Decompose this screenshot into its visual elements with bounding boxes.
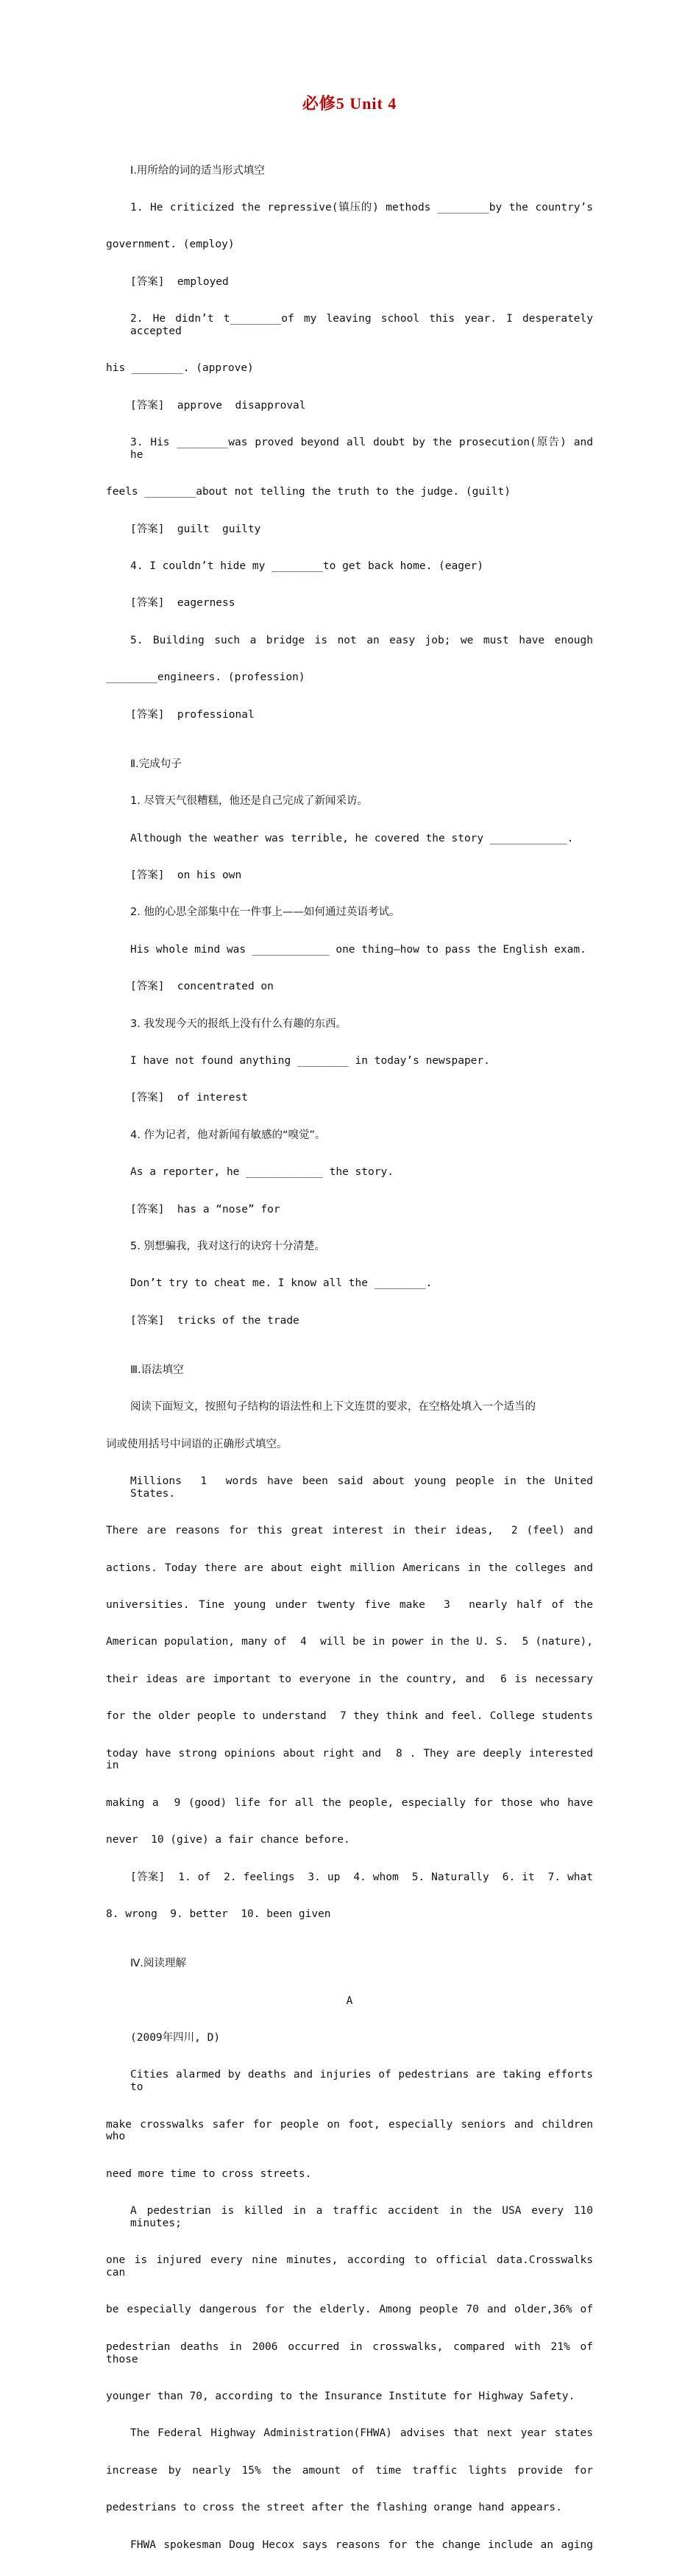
passage-line: A pedestrian is killed in a traffic accident in the USA every 110 minutes;	[130, 2205, 600, 2229]
passage-label: A	[346, 1994, 353, 2007]
passage-line: their ideas are important to everyone in the country, and 6 is necessary	[106, 1673, 593, 1685]
question-text: 4. I couldn’t hide my ________to get back home. (eager)	[130, 560, 484, 573]
passage-line: need more time to cross streets.	[106, 2167, 312, 2180]
page-title: 必修5 Unit 4	[302, 94, 397, 113]
instruction-text: 词或使用括号中词语的正确形式填空。	[106, 1438, 288, 1450]
answer-text: [答案] employed	[130, 275, 229, 288]
answer-text: [答案] has a “nose” for	[130, 1203, 280, 1215]
passage-line: increase by nearly 15% the amount of time traffic lights provide for	[106, 2464, 593, 2477]
question-text: 3. His ________was proved beyond all doubt by the prosecution(原告) and he	[130, 437, 600, 461]
passage-line: for the older people to understand 7 they think and feel. College students	[106, 1710, 593, 1723]
passage-line: American population, many of 4 will be in power in the U. S. 5 (nature),	[106, 1636, 593, 1648]
answer-text: [答案] on his own	[130, 869, 242, 882]
passage-line: be especially dangerous for the elderly. Among people 70 and older,36% of	[106, 2304, 593, 2316]
sentence-english: His whole mind was ____________ one thing—how to pass the English exam.	[130, 943, 586, 956]
sentence-chinese: 4. 作为记者，他对新闻有敏感的“嗅觉”。	[130, 1129, 326, 1141]
answer-text: [答案] concentrated on	[130, 981, 274, 993]
passage-line: today have strong opinions about right and 8 . They are deeply interested in	[106, 1747, 600, 1772]
question-text: feels ________about not telling the truth to the judge. (guilt)	[106, 486, 511, 498]
source-note: (2009年四川, D)	[130, 2031, 221, 2044]
sentence-chinese: 2. 他的心思全部集中在一件事上——如何通过英语考试。	[130, 906, 400, 919]
passage-line: make crosswalks safer for people on foot, especially seniors and children who	[106, 2118, 600, 2143]
answer-text: [答案] approve disapproval	[130, 399, 306, 412]
section-heading: Ⅰ.用所给的词的适当形式填空	[130, 164, 265, 177]
passage-line: Millions 1 words have been said about young people in the United States.	[130, 1475, 600, 1500]
section-heading: Ⅱ.完成句子	[130, 758, 182, 770]
passage-line: actions. Today there are about eight million Americans in the colleges and	[106, 1562, 593, 1574]
passage-line: FHWA spokesman Doug Hecox says reasons for the change include an aging	[130, 2538, 593, 2551]
passage-line: never 10 (give) a fair chance before.	[106, 1834, 350, 1846]
passage-line: one is injured every nine minutes, according to official data.Crosswalks can	[106, 2254, 600, 2279]
answer-text: [答案] professional	[130, 708, 255, 721]
passage-line: There are reasons for this great interest in their ideas, 2 (feel) and	[106, 1525, 593, 1537]
answer-text: [答案] tricks of the trade	[130, 1314, 299, 1327]
answer-text: [答案] of interest	[130, 1092, 248, 1104]
sentence-english: Although the weather was terrible, he covered the story ____________.	[130, 832, 574, 844]
answer-text: [答案] eagerness	[130, 597, 235, 610]
answer-text: [答案] 1. of 2. feelings 3. up 4. whom 5. Naturally 6. it 7. what	[130, 1871, 593, 1883]
sentence-english: As a reporter, he ____________ the story.	[130, 1166, 394, 1179]
sentence-english: I have not found anything ________ in today’s newspaper.	[130, 1054, 490, 1067]
sentence-chinese: 3. 我发现今天的报纸上没有什么有趣的东西。	[130, 1017, 347, 1030]
sentence-chinese: 1. 尽管天气很糟糕，他还是自己完成了新闻采访。	[130, 795, 368, 808]
question-text: government. (employ)	[106, 239, 235, 251]
document-body	[106, 140, 600, 2576]
sentence-chinese: 5. 别想骗我，我对这行的诀窍十分清楚。	[130, 1240, 325, 1252]
passage-line: Cities alarmed by deaths and injuries of pedestrians are taking efforts to	[130, 2069, 600, 2094]
passage-line: pedestrians to cross the street after the flashing orange hand appears.	[106, 2502, 562, 2514]
question-text: 2. He didn’t t________of my leaving school this year. I desperately accepted	[130, 313, 600, 337]
question-text: 1. He criticized the repressive(镇压的) methods ________by the country’s	[130, 201, 593, 214]
passage-line: The Federal Highway Administration(FHWA) advises that next year states	[130, 2427, 593, 2440]
passage-line: younger than 70, according to the Insurance Institute for Highway Safety.	[106, 2390, 575, 2403]
sentence-english: Don’t try to cheat me. I know all the ________.	[130, 1277, 433, 1290]
question-text: 5. Building such a bridge is not an easy job; we must have enough	[130, 634, 593, 646]
question-text: ________engineers. (profession)	[106, 671, 305, 684]
section-heading: Ⅲ.语法填空	[130, 1363, 184, 1376]
answer-text: 8. wrong 9. better 10. been given	[106, 1908, 331, 1920]
answer-text: [答案] guilt guilty	[130, 523, 261, 535]
section-heading: Ⅳ.阅读理解	[130, 1958, 186, 1970]
question-text: his ________. (approve)	[106, 362, 254, 375]
instruction-text: 阅读下面短文，按照句子结构的语法性和上下文连贯的要求，在空格处填入一个适当的	[130, 1401, 536, 1414]
passage-line: universities. Tine young under twenty five make 3 nearly half of the	[106, 1599, 593, 1612]
passage-line: making a 9 (good) life for all the people, especially for those who have	[106, 1796, 593, 1809]
passage-line: pedestrian deaths in 2006 occurred in crosswalks, compared with 21% of those	[106, 2340, 600, 2365]
